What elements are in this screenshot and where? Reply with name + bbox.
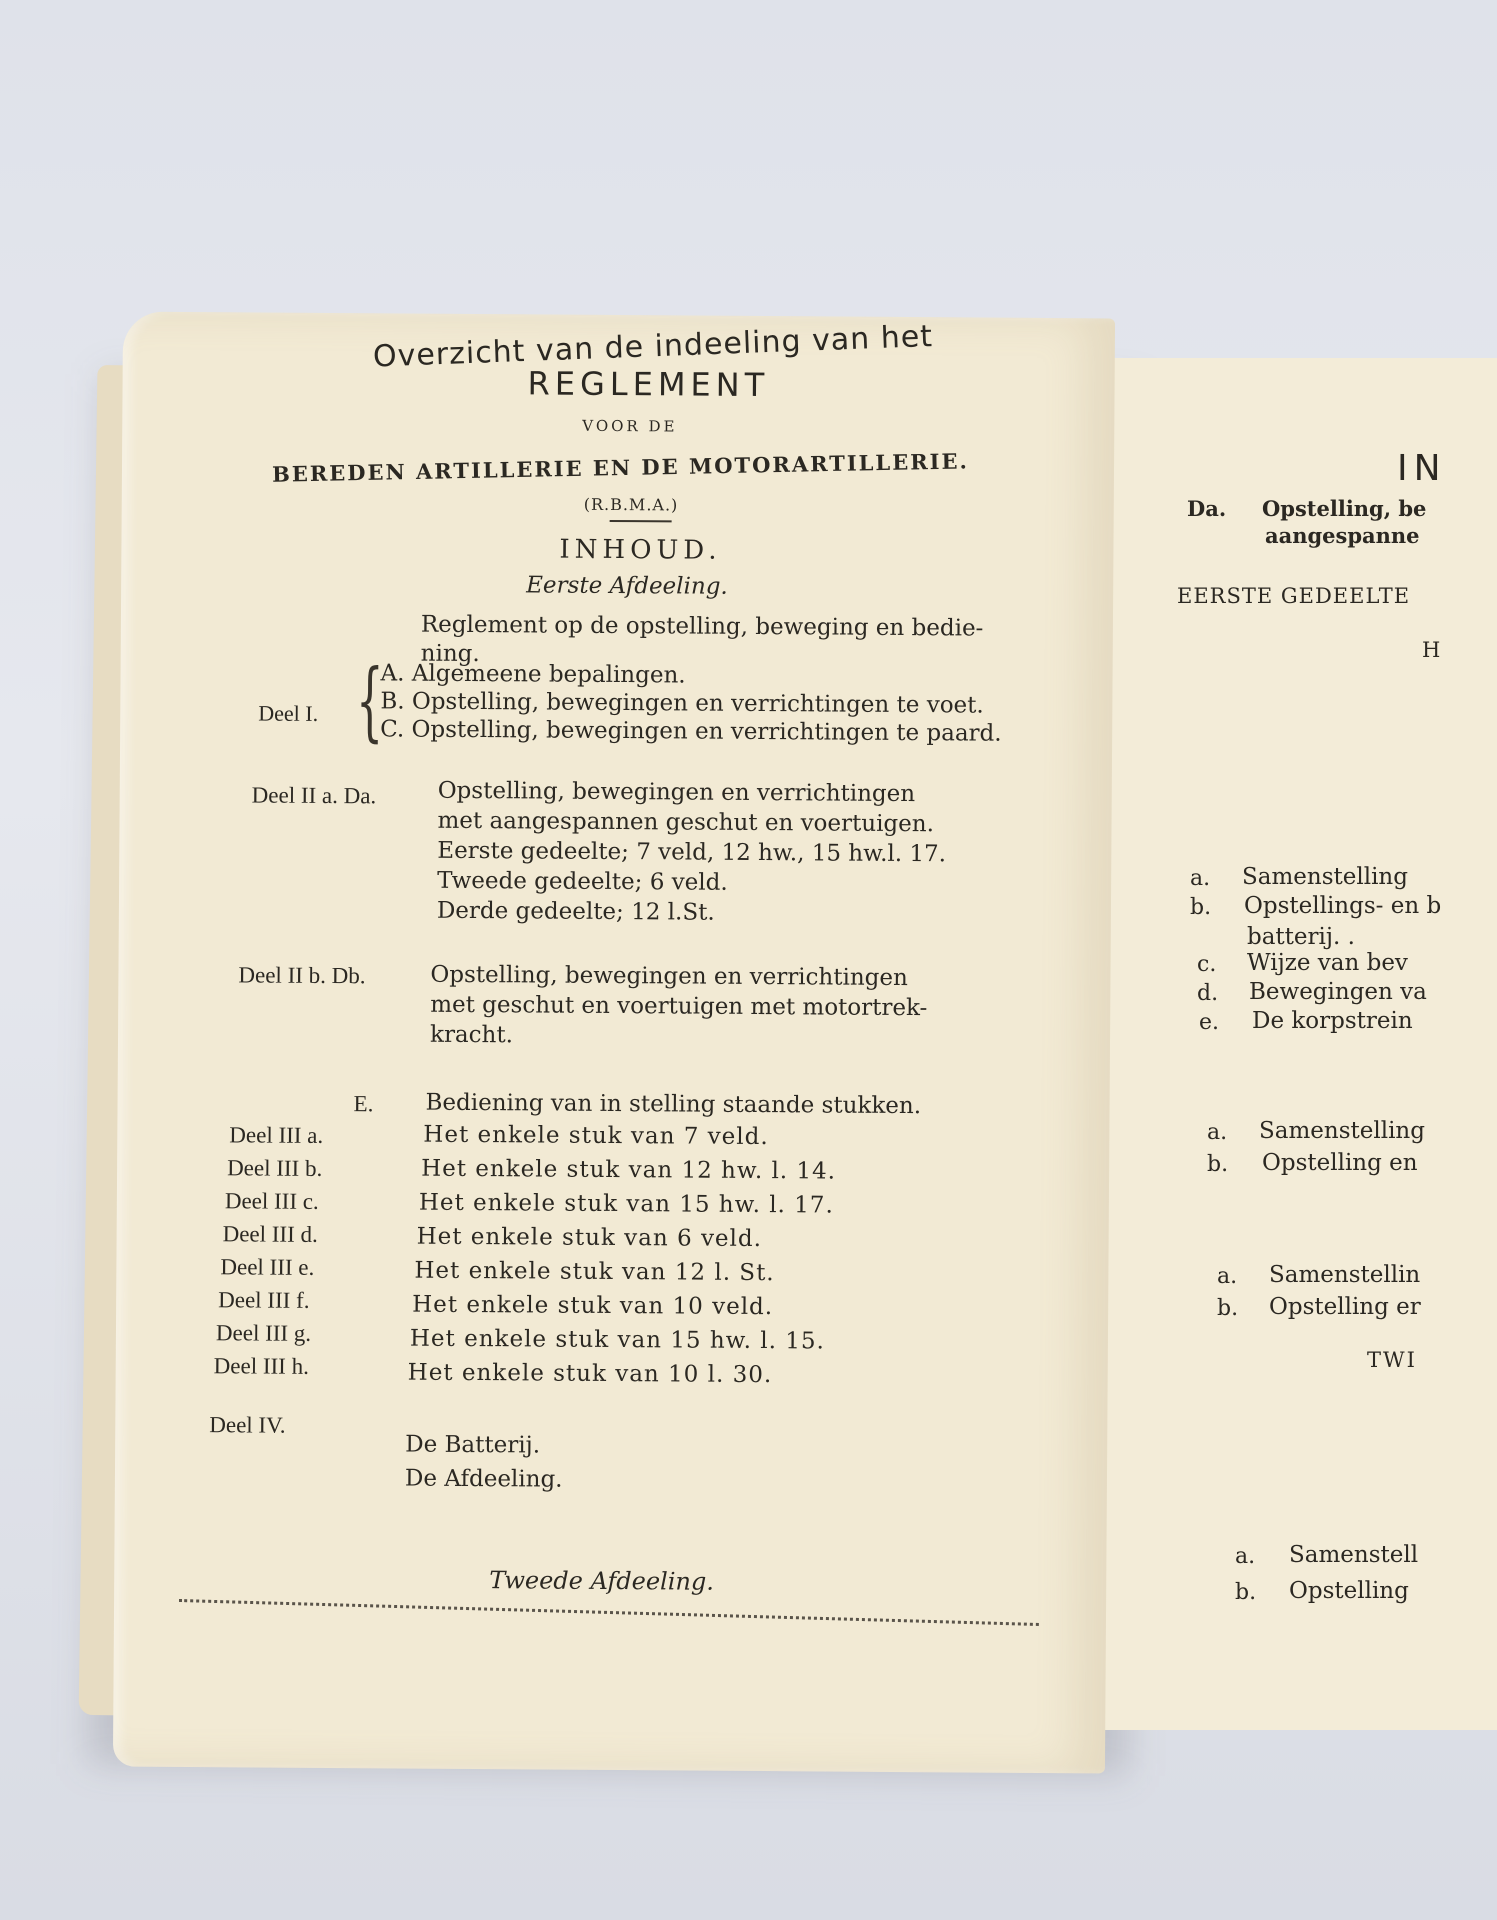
deel-2b-label: Deel II b. Db.: [238, 962, 366, 989]
right-twi: TWI: [1367, 1348, 1417, 1372]
deel-3-row-label: Deel III e.: [220, 1254, 315, 1280]
dotted-line: [179, 1599, 1039, 1626]
deel-2a-line: Tweede gedeelte; 6 veld.: [437, 867, 728, 896]
deel-2b-line: kracht.: [429, 1021, 514, 1049]
deel-3-row-text: Het enkele stuk van 15 hw. l. 17.: [418, 1189, 834, 1219]
right-h-letter: H: [1422, 638, 1441, 662]
heading-voor-de: VOOR DE: [582, 416, 678, 436]
deel-2a-line: Eerste gedeelte; 7 veld, 12 hw., 15 hw.l. 17.: [437, 837, 947, 868]
right-list3-letter: b.: [1217, 1296, 1239, 1321]
deel-2a-line: Opstelling, bewegingen en verrichtingen: [437, 777, 916, 808]
right-list3-letter: a.: [1217, 1264, 1238, 1289]
deel-3-row-label: Deel III g.: [215, 1320, 312, 1346]
deel-3-e-label: E.: [353, 1091, 374, 1117]
right-list1-letter: a.: [1190, 866, 1211, 891]
heading-overzicht: Overzicht van de indeeling van het: [372, 319, 934, 375]
right-list1-item: Opstellings- en b: [1244, 893, 1442, 919]
deel-3-row-text: Het enkele stuk van 10 l. 30.: [407, 1359, 773, 1389]
deel-1-item-b: B. Opstelling, bewegingen en verrichtingen te voet.: [380, 688, 984, 719]
heading-reglement: REGLEMENT: [527, 364, 770, 405]
right-eerste-gedeelte: EERSTE GEDEELTE: [1177, 584, 1411, 608]
heading-bereden-artillerie: BEREDEN ARTILLERIE EN DE MOTORARTILLERIE.: [271, 448, 970, 487]
deel-3-row-label: Deel III c.: [224, 1188, 319, 1214]
intro-line-2: ning.: [420, 640, 480, 668]
deel-3-row-label: Deel III f.: [218, 1287, 310, 1313]
right-page-heading: IN: [1397, 448, 1447, 489]
deel-2a-line: Derde gedeelte; 12 l.St.: [436, 897, 715, 926]
right-list1-letter: c.: [1197, 952, 1217, 977]
right-list1-item: Wijze van bev: [1247, 950, 1408, 976]
deel-3-row-label: Deel III a.: [229, 1122, 324, 1148]
deel-2b-line: met geschut en voertuigen met motortrek-: [430, 991, 928, 1022]
right-list4-letter: b.: [1235, 1580, 1257, 1605]
right-list2-letter: b.: [1207, 1152, 1229, 1177]
right-list1-item: De korpstrein: [1252, 1008, 1413, 1034]
right-list1-letter: b.: [1190, 895, 1212, 920]
right-page: [1055, 358, 1497, 1730]
right-list1-letter: d.: [1197, 981, 1219, 1006]
right-list2-item: Opstelling en: [1262, 1150, 1418, 1176]
right-list1-letter: e.: [1199, 1010, 1220, 1035]
right-list4-item: Opstelling: [1289, 1578, 1409, 1604]
deel-3-row-label: Deel III b.: [227, 1155, 323, 1181]
deel-3-e-text: Bediening van in stelling staande stukken.: [425, 1089, 922, 1120]
curly-brace-icon: {: [355, 651, 384, 752]
deel-1-item-c: C. Opstelling, bewegingen en verrichtingen te paard.: [380, 716, 1002, 747]
heading-abbreviation: (R.B.M.A.): [583, 494, 679, 515]
deel-3-row-label: Deel III h.: [213, 1353, 309, 1379]
right-list2-item: Samenstelling: [1259, 1118, 1425, 1144]
deel-3-row-text: Het enkele stuk van 15 hw. l. 15.: [409, 1325, 825, 1355]
heading-inhoud: INHOUD.: [559, 534, 722, 566]
right-list4-letter: a.: [1235, 1544, 1256, 1569]
deel-4-line: De Afdeeling.: [404, 1465, 563, 1493]
deel-2a-line: met aangespannen geschut en voertuigen.: [437, 807, 935, 838]
deel-1-label: Deel I.: [258, 700, 319, 726]
deel-3-row-text: Het enkele stuk van 10 veld.: [412, 1291, 774, 1321]
right-list3-item: Opstelling er: [1269, 1294, 1421, 1320]
right-list4-item: Samenstell: [1289, 1542, 1419, 1568]
deel-4-line: De Batterij.: [405, 1431, 541, 1459]
right-da-line1: Opstelling, be: [1262, 496, 1427, 521]
right-list2-letter: a.: [1207, 1120, 1228, 1145]
intro-line-1: Reglement op de opstelling, beweging en bedie-: [420, 611, 984, 642]
deel-2b-line: Opstelling, bewegingen en verrichtingen: [430, 961, 908, 992]
right-list1-item: Samenstelling: [1242, 864, 1408, 890]
deel-1-item-a: A. Algemeene bepalingen.: [380, 660, 686, 689]
deel-3-row-text: Het enkele stuk van 7 veld.: [423, 1121, 769, 1151]
right-list1-item: batterij. .: [1247, 924, 1355, 950]
heading-divider: [610, 520, 672, 522]
heading-eerste-afdeeling: Eerste Afdeeling.: [526, 572, 728, 600]
deel-3-row-label: Deel III d.: [222, 1221, 318, 1247]
deel-3-row-text: Het enkele stuk van 12 hw. l. 14.: [421, 1155, 837, 1185]
left-page: [113, 312, 1115, 1774]
right-da-label: Da.: [1187, 496, 1227, 521]
deel-3-row-text: Het enkele stuk van 12 l. St.: [414, 1257, 775, 1287]
right-da-line2: aangespanne: [1265, 523, 1420, 548]
tweede-afdeeling: Tweede Afdeeling.: [489, 1566, 715, 1596]
deel-4-label: Deel IV.: [209, 1412, 286, 1438]
right-list1-item: Bewegingen va: [1249, 979, 1427, 1005]
deel-3-row-text: Het enkele stuk van 6 veld.: [416, 1223, 763, 1253]
right-list3-item: Samenstellin: [1269, 1262, 1421, 1288]
deel-2a-label: Deel II a. Da.: [251, 782, 377, 809]
